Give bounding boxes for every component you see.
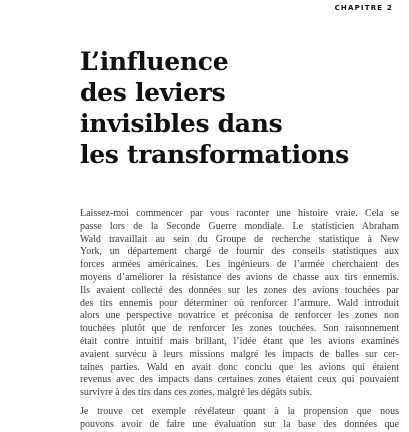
chapter-title-line: les transformations (80, 140, 349, 169)
text-line: forces armées américaines. Les ingénieurs de l’armée cherchaient des (80, 259, 399, 271)
chapter-title-line: invisibles dans (80, 109, 283, 138)
text-line: avaient survécu à leurs missions malgré les impacts de balles sur cer- (80, 348, 399, 360)
text-line: était contre intuitif mais brillant, l’idée étant que les avions examinés (80, 335, 399, 347)
paragraph-2 (80, 406, 399, 432)
text-line: Laissez-moi commencer par vous raconter une histoire vraie. Cela se (80, 208, 399, 219)
text-line: alors une perspective novatrice et préconisa de renforcer les zones non (80, 310, 399, 322)
chapter-label: CHAPITRE 2 (334, 4, 393, 12)
text-line: taines parties. Wald en avait donc conclu que les avions qui étaient (80, 361, 399, 373)
text-line: des tirs ennemis pour déterminer où renforcer l’armure. Wald introduit (80, 297, 399, 309)
text-line: Ils avaient collecté des données sur les zones des avions touchées par (80, 284, 399, 296)
body-text (80, 208, 399, 432)
paragraph-1 (80, 208, 399, 400)
text-line: revenus avec des impacts dans certaines zones étaient ceux qui pouvaient (80, 374, 399, 386)
chapter-title-line: L’influence (80, 47, 229, 76)
text-line: passe lors de la Seconde Guerre mondiale. Le statisticien Abraham (80, 220, 399, 232)
text-line: pouvons avoir de faire une évaluation sur la base des données que (80, 418, 399, 430)
chapter-title-line: des leviers (80, 78, 226, 107)
text-line: Je trouve cet exemple révélateur quant à la propension que nous (80, 405, 399, 417)
chapter-title (80, 46, 390, 170)
text-line: York, un département chargé de fournir des conseils statistiques aux (80, 246, 399, 258)
text-line: survivre à des tirs dans ces zones, malgré les dégâts subis. (80, 387, 313, 399)
text-line: touchées plutôt que de renforcer les zones touchées. Son raisonnement (80, 323, 399, 335)
text-line: Wald travaillait au sein du Groupe de recherche statistique à New (80, 233, 399, 245)
text-line: moyens d’améliorer la résistance des avions de chasse aux tirs ennemis. (80, 271, 399, 283)
